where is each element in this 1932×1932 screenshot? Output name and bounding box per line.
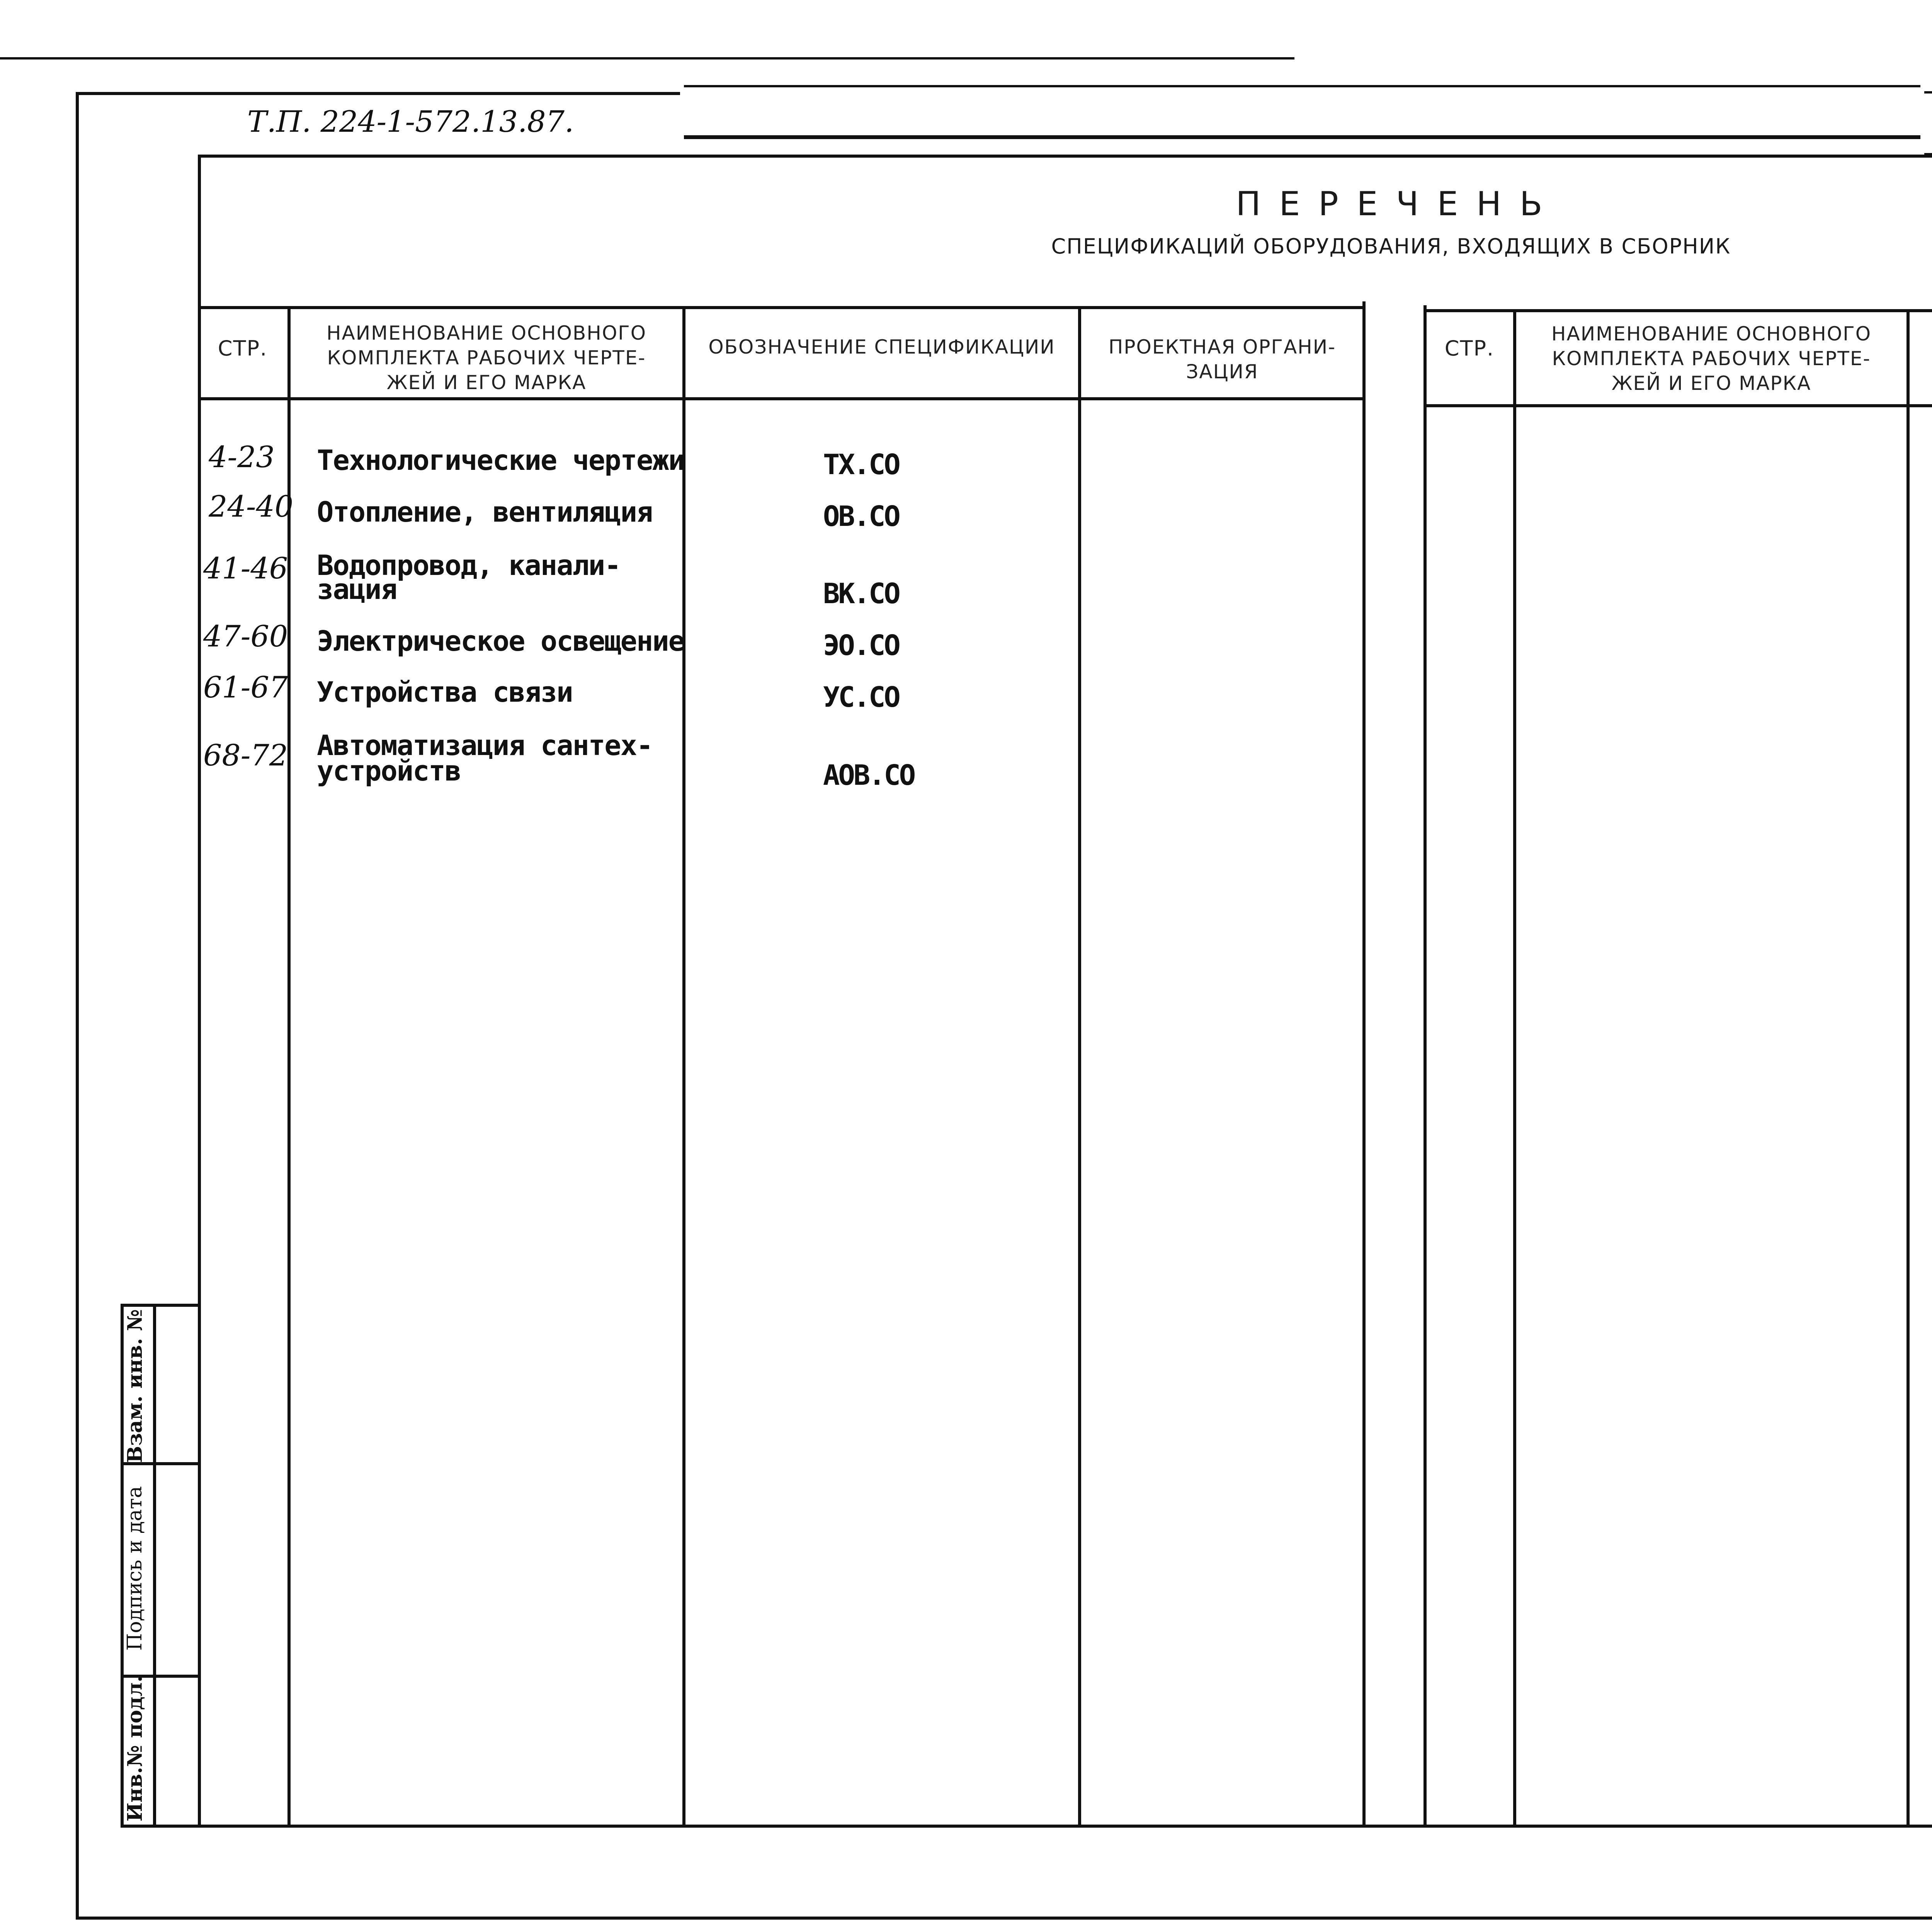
header-name-line: ЖЕЙ И ЕГО МАРКА [1611,372,1811,395]
header-page: СТР. [218,336,268,361]
row-page: 61-67 [203,670,288,704]
stamp-signature: Подпись и дата [123,1486,146,1651]
left-col-divider [682,306,685,1826]
header-spec [1910,340,1932,365]
page-subtitle: СПЕЦИФИКАЦИЙ ОБОРУДОВАНИЯ, ВХОДЯЩИХ В СБОРНИК [1051,234,1731,259]
stamp-inventory: Инв.№ подл. [123,1675,147,1822]
table-top [198,155,1932,158]
frame-bottom [76,1917,1932,1920]
row-spec: УС.СО [823,681,899,713]
header-name-line: ЖЕЙ И ЕГО МАРКА [386,371,587,394]
header-name-line: КОМПЛЕКТА РАБОЧИХ ЧЕРТЕ- [327,347,646,369]
header-org-line: ПРОЕКТНАЯ ОРГАНИ- [1108,336,1336,358]
scan-line [0,57,1294,60]
row-name-cont: устройств [317,755,461,787]
row-spec: ВК.СО [823,577,899,610]
left-col-divider [1078,306,1081,1826]
document-code: Т.П. 224-1-572.13.87. [247,104,574,139]
row-spec: ТХ.СО [823,448,899,481]
header-name-line: НАИМЕНОВАНИЕ ОСНОВНОГО [326,322,647,344]
stamp-top [122,1304,199,1307]
table-left [198,155,201,1828]
row-name: Автоматизация сантех- [317,729,653,762]
header-spec: ОБОЗНАЧЕНИЕ СПЕЦИФИКАЦИИ [708,336,1055,358]
right-header-top [1426,309,1932,312]
left-header-bottom [198,397,1365,400]
frame-left [76,92,79,1920]
stamp-replace: Взам. инв. № [123,1309,147,1463]
header-org-line: ЗАЦИЯ [1186,361,1259,383]
row-name: Отопление, вентиляция [317,496,653,528]
right-col-divider [1513,309,1516,1826]
header-org [1081,335,1363,384]
header-page: СТР. [1444,336,1495,361]
row-name: Электрическое освещение [317,625,684,657]
header-name-line: НАИМЕНОВАНИЕ ОСНОВНОГО [1551,323,1872,345]
row-name: Устройства связи [317,676,573,708]
header-line [684,135,1920,139]
right-table-start [1423,305,1427,1826]
left-header-top [198,306,1365,309]
header-name-line: КОМПЛЕКТА РАБОЧИХ ЧЕРТЕ- [1552,347,1871,370]
row-page: 4-23 [209,440,275,474]
scan-line [684,85,1920,87]
stamp-divider [153,1304,156,1828]
header-name [1516,321,1906,396]
scan-line [1924,91,1932,94]
row-page: 24-40 [209,489,294,524]
header-name [291,321,682,395]
row-spec: ЭО.СО [823,629,899,662]
row-page: 47-60 [203,619,288,653]
row-spec: АОВ.СО [823,759,915,791]
row-name: Технологические чертежи [317,444,684,476]
left-table-end [1362,301,1366,1826]
row-name: Водопровод, канали- [317,549,621,582]
table-bottom [122,1825,1932,1828]
left-col-divider [287,306,291,1826]
row-page: 41-46 [203,551,288,585]
row-page: 68-72 [203,738,288,772]
row-spec: ОВ.СО [823,500,899,532]
right-header-bottom [1426,404,1932,407]
row-name-cont: зация [317,573,397,605]
frame-top-left [77,92,680,95]
page-title: П Е Р Е Ч Е Н Ь [1236,185,1546,223]
right-col-divider [1906,309,1910,1826]
